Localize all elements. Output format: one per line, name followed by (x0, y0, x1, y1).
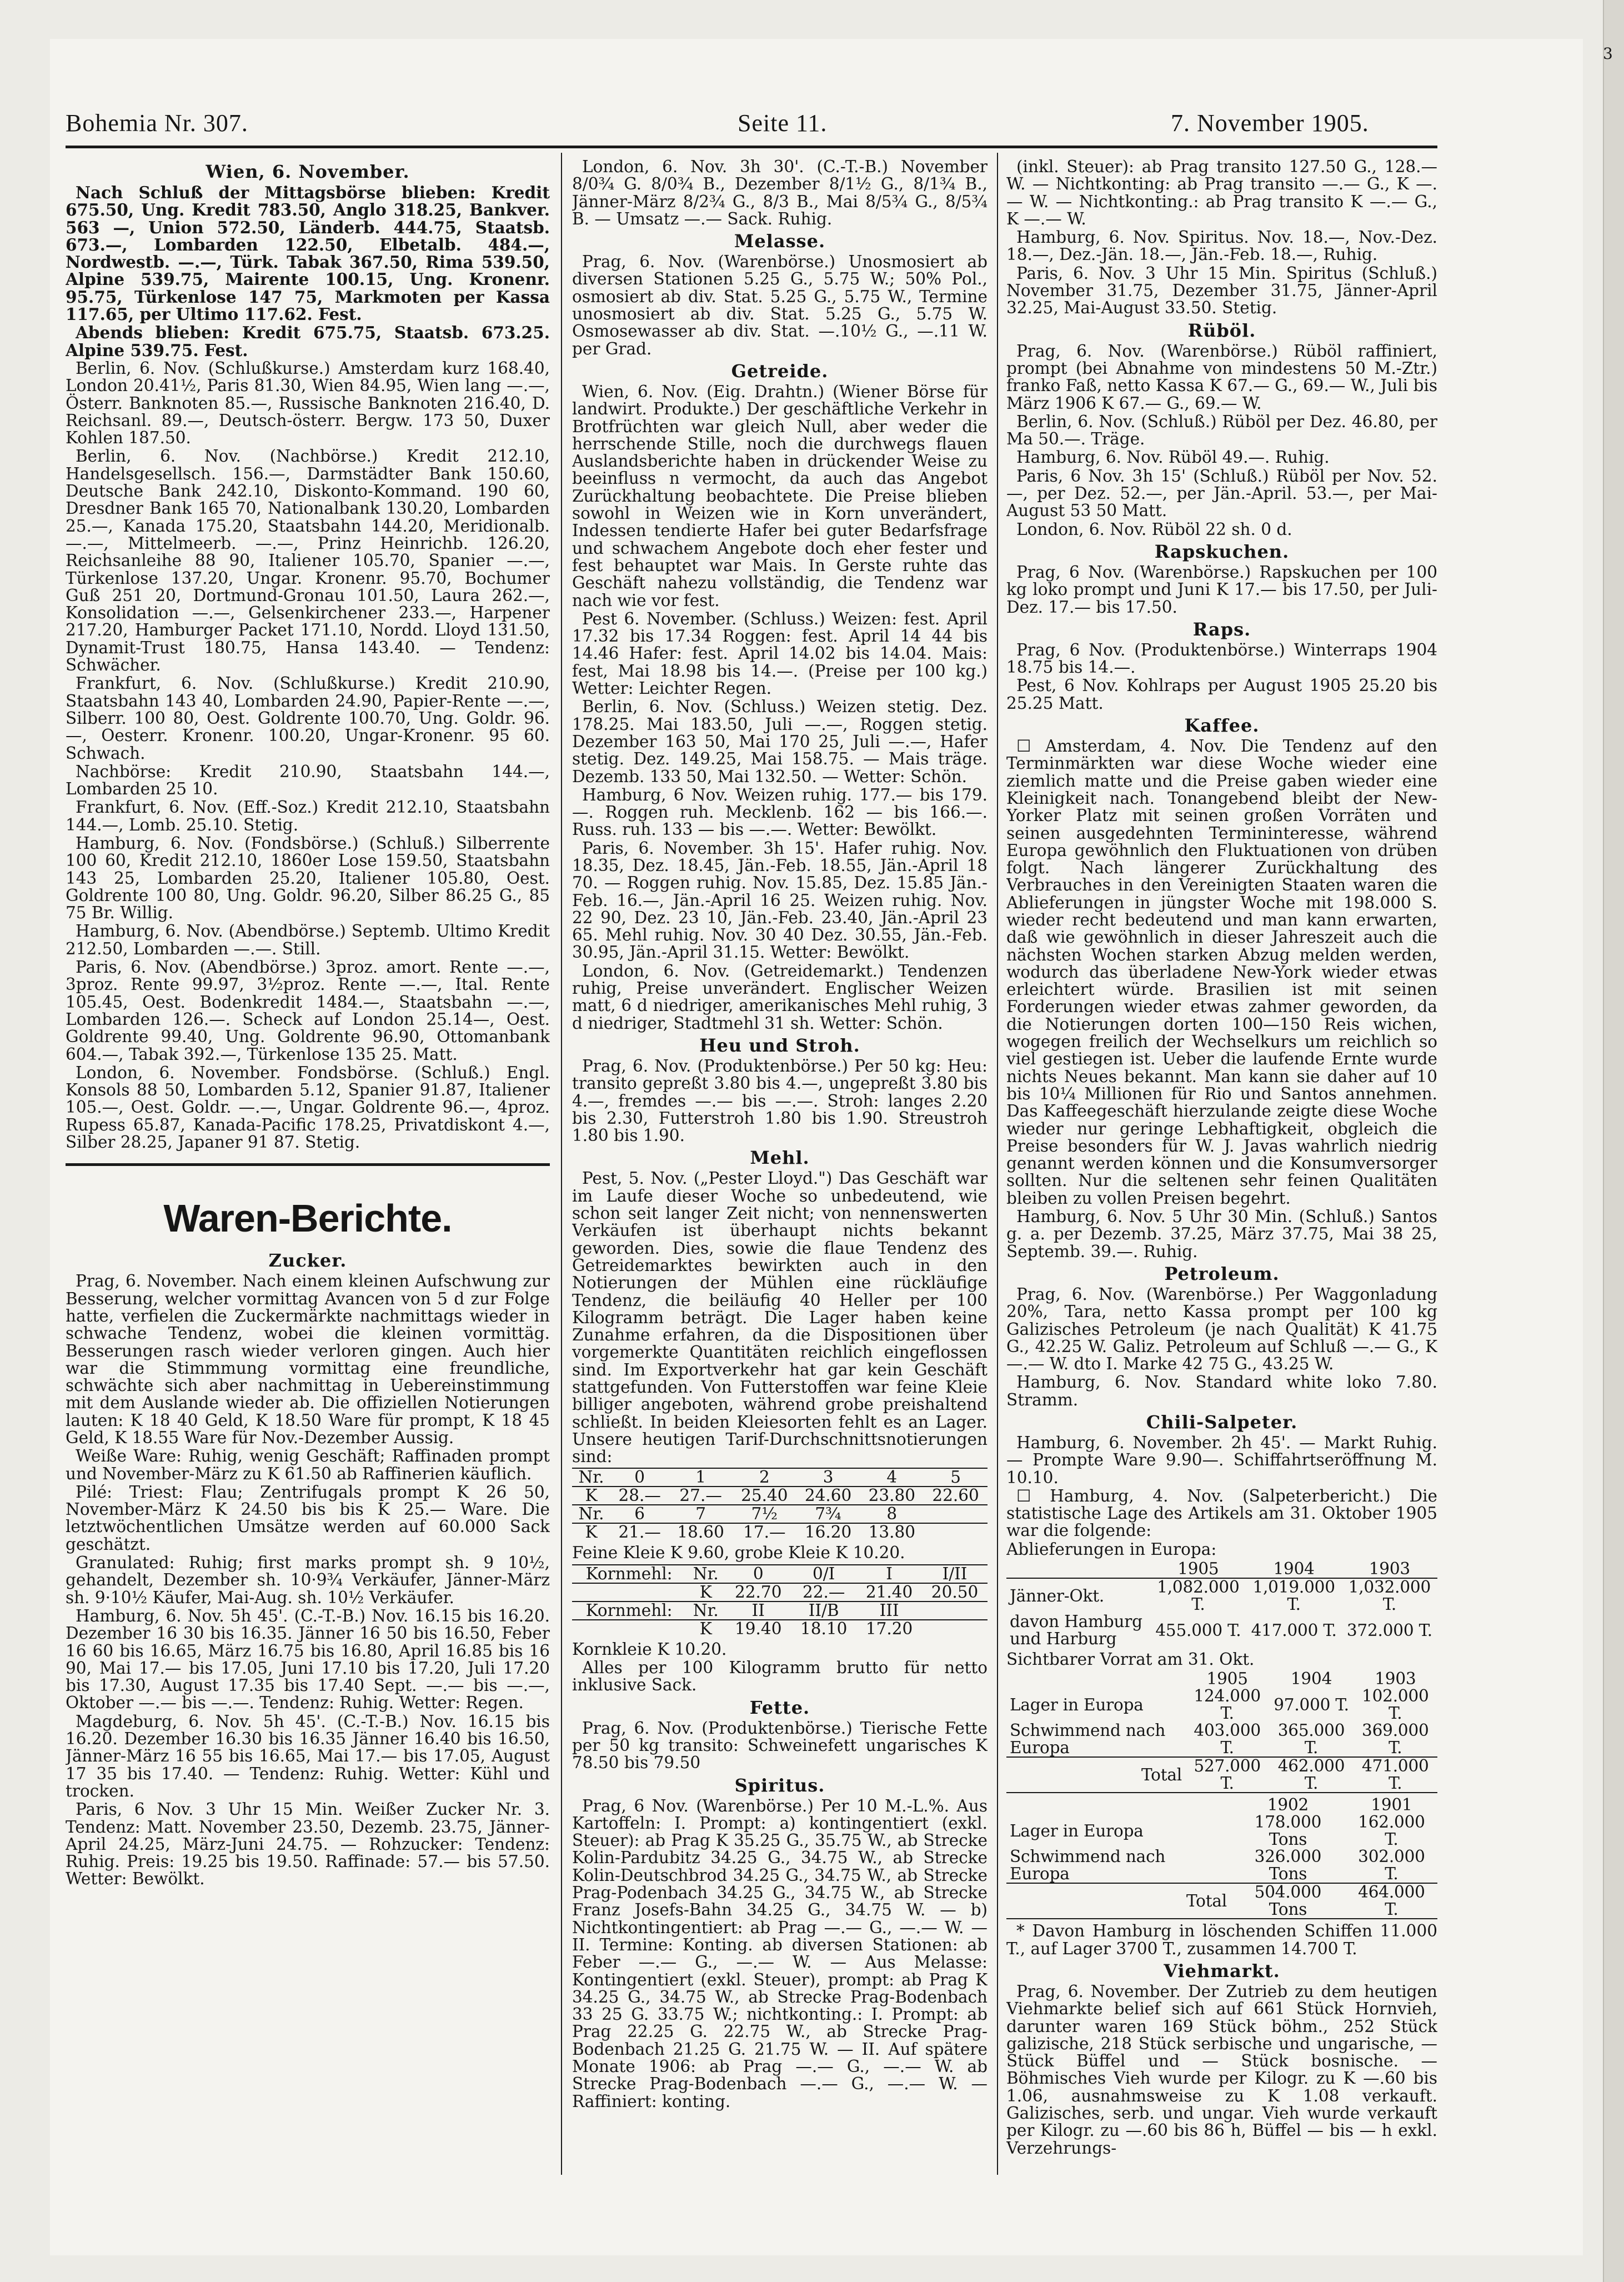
salpeter-footnote: * Davon Hamburg in löschenden Schiffen 11.000 T., auf Lager 3700 T., zusammen 14.700 T. (1006, 1921, 1437, 1958)
header-date: 7. November 1905. (1171, 109, 1369, 137)
table-cell: Lager in Europa (1010, 1821, 1144, 1840)
table-cell: 403.000 T. (1185, 1722, 1269, 1757)
getreide-wien: Wien, 6. Nov. (Eig. Drahtn.) (Wiener Börse für landwirt. Produkte.) Der geschäftliche Verkehr in Brotfrüchten war gleich Null, aber weder die herrschende Stille, noch die durchwegs flauen Auslandsberichte haben in drückender Weise zu beeinfluss n vermocht, da auch das Angebot Zurückhaltung beobachtete. Die Preise blieben sowohl in Weizen wie in Korn unverändert, Indessen tendierte Hafer bei guter Bedarfsfrage und schwachem Angebote doch eher fester und fest behauptet war Mais. In Gerste ruhte das Geschäft nahezu vollständig, die Tendenz war nach wie vor fest. (572, 382, 988, 610)
rueboel-london: London, 6. Nov. Rüböl 22 sh. 0 d. (1016, 519, 1292, 539)
margin-mark: 3 (1603, 44, 1613, 63)
table-header-cell: 1901 (1371, 1795, 1412, 1815)
table-cell: 1,019.000 T. (1246, 1578, 1341, 1613)
getreide-heading: Getreide. (731, 360, 829, 382)
table-header-cell: 1905 (1177, 1559, 1219, 1579)
table-cell: 326.000 Tons (1230, 1848, 1346, 1883)
rueboel-prag: Prag, 6. Nov. (Warenbörse.) Rüböl raffiniert, prompt (bei Abnahme von mindestens 50 M.-Ztr.) franko Faß, netto Kassa K 67.— G., 69.— W., Juli bis März 1906 K 67.— G., 69.— W. (1006, 341, 1437, 413)
table-cell: 28.— (618, 1486, 661, 1505)
zucker-weisse-ware: Weiße Ware: Ruhig, wenig Geschäft; Raffinaden prompt und November-März zu K 61.50 ab Raffinerien käuflich. (66, 1447, 550, 1483)
table-cell: 24.60 (804, 1486, 852, 1505)
table-cell: 3 (796, 1468, 860, 1487)
table-cell: 162.000 T. (1358, 1813, 1425, 1849)
table-cell: Jänner-Okt. (1006, 1578, 1150, 1613)
chili-salpeterbericht: ☐ Hamburg, 4. Nov. (Salpeterbericht.) Die statistische Lage des Artikels am 31. Oktober 1905 war die folgende: (1006, 1486, 1437, 1540)
table-cell: K (699, 1582, 712, 1602)
table-cell: Schwimmend nach Europa (1006, 1722, 1185, 1757)
getreide-berlin: Berlin, 6. Nov. (Schluss.) Weizen stetig. Dez. 178.25. Mai 183.50, Juli —.—, Roggen stetig. Dezember 163 50, Mai 170 25, Juli —.—, Hafer stetig. Dez. 149.25, Mai 158.75. — Mais träge. Dezemb. 133 50, Mai 132.50. — Wetter: Schön. (572, 697, 988, 786)
table-cell: 302.000 T. (1346, 1848, 1437, 1883)
zucker-hamburg: Hamburg, 6. Nov. 5h 45'. (C.-T.-B.) Nov. 16.15 bis 16.20. Dezember 16 30 bis 16.35. Jänner 16 50 bis 16.50, Feber 16 60 bis 16.65, März 16.75 bis 16.80, April 16.85 bis 16 90, Mai 17.— bis 17.05, Juni 17.10 bis 17.20, Juli 17.20 bis 17.30, August 17.35 bis 17.40 Sept. —.— bis —.—, Oktober —.— bis —.—. Tendenz: Ruhig. Wetter: Regen. (66, 1606, 550, 1713)
column-rule-1 (561, 153, 562, 2175)
petroleum-prag: Prag, 6. Nov. (Warenbörse.) Per Waggonladung 20%, Tara, netto Kassa prompt per 100 kg Galizisches Petroleum (je nach Qualität) K 41.75 G., 42.25 W. Galiz. Petroleum auf Schluß —.— G., K —.— W. dto I. Marke 42 75 G., 43.25 W. (1006, 1284, 1437, 1374)
table-cell: 27.— (679, 1486, 722, 1505)
frankfurt-effekten: Frankfurt, 6. Nov. (Eff.-Soz.) Kredit 212.10, Staatsbahn 144.—, Lomb. 25.10. Stetig. (66, 798, 550, 834)
table-cell: 372.000 T. (1346, 1620, 1432, 1640)
spiritus-hamburg: Hamburg, 6. Nov. Spiritus. Nov. 18.—, Nov.-Dez. 18.—, Dez.-Jän. 18.—, Jän.-Feb. 18.—, Ruhig. (1006, 228, 1437, 264)
table-cell: Kornmehl: (572, 1565, 686, 1583)
wien-mittagsboerse: Nach Schluß der Mittagsbörse blieben: Kredit 675.50, Ung. Kredit 783.50, Anglo 318.25, Bankver. 563 —, Union 572.50, Länderb. 444.75, Staatsb. 673.—, Lombarden 122.50, Elbetalb. 484.—, Nordwestb. —.—, Türk. Tabak 367.50, Rima 539.50, Alpine 539.75, Mairente 100.15, Ung. Kronenr. 95.75, Türkenlose 147 75, Markmoten per Kassa 117.65, per Ultimo 117.62. Fest. (66, 183, 550, 324)
table-header-cell: 1902 (1267, 1795, 1309, 1815)
table-cell: 124.000 T. (1194, 1687, 1261, 1723)
spiritus-heading: Spiritus. (734, 1774, 825, 1796)
mehl-pest: Pest, 5. Nov. („Pester Lloyd.") Das Geschäft war im Laufe dieser Woche so unbedeutend, wie schon seit langer Zeit nicht; von nennenswerten Verkäufen ist überhaupt nichts bekannt geworden. Dies, sowie die flaue Tendenz des Getreidemarktes bewirkten auch in den Notierungen der Mühlen eine rückläufige Tendenz, die beiläufig 40 Heller per 100 Kilogramm beträgt. Die Lager haben keine Zunahme erfahren, da die Dispositionen über vorgemerkte Quantitäten reichlich eingeflossen sind. Im Exportverkehr hat gar kein Geschäft stattgefunden. Von Futterstoffen war feine Kleie billiger angeboten, während grobe preishaltend schließt. In beiden Kleiesorten fehlt es an Lager. Unsere heutigen Tarif-Durchschnittsnotierungen sind: (572, 1169, 988, 1467)
melasse-heading: Melasse. (734, 231, 826, 252)
rueboel-paris: Paris, 6 Nov. 3h 15' (Schluß.) Rüböl per Nov. 52.—, per Dez. 52.—, per Jän.-April. 53.—, per Mai-August 53 50 Matt. (1006, 466, 1437, 521)
column-1 (66, 158, 550, 2180)
table-cell: 471.000 T. (1354, 1757, 1437, 1793)
mehl-price-table (572, 1468, 988, 1541)
zucker-granulated: Granulated: Ruhig; first marks prompt sh. 9 10½, gehandelt, Dezember sh. 10·9¾ Verkäufer, Jänner-März sh. 9·10½ Käufer, Mai-Aug. sh. 10½ Verkäufer. (66, 1553, 550, 1607)
table-cell: 22.60 (932, 1486, 979, 1505)
spiritus-paris: Paris, 6. Nov. 3 Uhr 15 Min. Spiritus (Schluß.) November 31.75, Dezember 31.75, Jänner-April 32.25, Mai-August 33.50. Stetig. (1006, 263, 1437, 318)
frankfurt-nachboerse: Nachbörse: Kredit 210.90, Staatsbahn 144.—, Lombarden 25 10. (66, 762, 550, 799)
hamburg-abendboerse: Hamburg, 6. Nov. (Abendbörse.) Septemb. Ultimo Kredit 212.50, Lombarden —.—. Still. (66, 922, 550, 958)
table-cell: 0 (725, 1565, 791, 1583)
frankfurt-schlusskurse: Frankfurt, 6. Nov. (Schlußkurse.) Kredit 210.90, Staatsbahn 143 40, Lombarden 24.90, Papier-Rente —.—, Silberr. 100 80, Oest. Goldrente 100.70, Ung. Goldr. 96.—, Oesterr. Kronenr. 100.20, Ungar-Kronenr. 95 60. Schwach. (66, 674, 550, 763)
table-cell: 20.50 (931, 1582, 979, 1602)
viehmarkt-prag: Prag, 6. November. Der Zutrieb zu dem heutigen Viehmarkte belief sich auf 661 Stück Hornvieh, darunter waren 169 Stück böhm., 252 Stück galizische, 218 Stück serbische und ungarische, — Stück Büffel und — Stück bosnische. — Böhmisches Vieh wurde per Kilogr. zu K —.60 bis 1.06, ausnahmsweise zu K 1.08 verkauft. Galizisches, serb. und ungar. Vieh wurde verkauft per Kilogr. zu —.60 bis 86 h, Büffel — bis — h exkl. Verzehrungs- (1006, 1981, 1437, 2158)
getreide-hamburg: Hamburg, 6 Nov. Weizen ruhig. 177.— bis 179.—. Roggen ruh. Mecklenb. 162 — bis 166.—. Russ. ruh. 133 — bis —.—. Wetter: Bewölkt. (572, 785, 988, 839)
table-cell: K (585, 1486, 598, 1505)
rueboel-hamburg: Hamburg, 6. Nov. Rüböl 49.—. Ruhig. (1016, 448, 1330, 467)
table-cell: 18.60 (677, 1523, 724, 1542)
kornkleie-line: Kornkleie K 10.20. (572, 1639, 727, 1659)
ablieferungen-table (1006, 1560, 1437, 1648)
table-cell: III (856, 1602, 922, 1620)
kaffee-hamburg: Hamburg, 6. Nov. 5 Uhr 30 Min. (Schluß.) Santos g. a. per Dezemb. 37.25, März 37.75, Mai 38 25, Septemb. 39.—. Ruhig. (1006, 1207, 1437, 1261)
zucker-london: London, 6. Nov. 3h 30'. (C.-T.-B.) November 8/0¾ G. 8/0¾ B., Dezember 8/1½ G., 8/1¾ B., Jänner-März 8/2¾ G., 8/3 B., Mai 8/5¾ G., 8/5¾ B. — Umsatz —.— Sack. Ruhig. (572, 158, 988, 228)
paris-abendboerse: Paris, 6. Nov. (Abendbörse.) 3proz. amort. Rente —.—, 3proz. Rente 99.97, 3½proz. Rente —.—, Ital. Rente 105.45, Oest. Bodenkredit 1484.—, Staatsbahn —.—, Lombarden 126.—. Scheck auf London 25.14—, Oest. Goldrente 99.40, Ung. Goldrente 96.90, Ottomanbank 604.—, Tabak 392.—, Türkenlose 135 25. Matt. (66, 958, 550, 1064)
table-cell: 1,082.000 T. (1150, 1578, 1246, 1613)
mehl-footnote: Alles per 100 Kilogramm brutto für netto inklusive Sack. (572, 1658, 988, 1695)
table-cell: II/B (791, 1602, 856, 1620)
chili-hamburg: Hamburg, 6. November. 2h 45'. — Markt Ruhig. — Prompte Ware 9.90—. Schiffahrtseröffnung M. 10.10. (1006, 1433, 1437, 1487)
rueboel-heading: Rüböl. (1187, 319, 1256, 341)
table-cell: 7½ (733, 1505, 796, 1523)
vorrat-table-1905 (1006, 1670, 1437, 1793)
table-cell: 21.40 (865, 1582, 913, 1602)
table-cell: Schwimmend nach Europa (1006, 1848, 1230, 1883)
table-cell: 17.— (743, 1523, 786, 1542)
wien-abendboerse: Abends blieben: Kredit 675.75, Staatsb. 673.25. Alpine 539.75. Fest. (66, 323, 550, 360)
petroleum-hamburg: Hamburg, 6. Nov. Standard white loko 7.80. Stramm. (1006, 1373, 1437, 1409)
fette-heading: Fette. (749, 1697, 810, 1718)
table-cell: 178.000 Tons (1254, 1813, 1322, 1849)
table-cell: 417.000 T. (1251, 1620, 1337, 1640)
table-header-cell: 1903 (1375, 1669, 1416, 1689)
spiritus-prag: Prag, 6 Nov. (Warenbörse.) Per 10 M.-L.%. Aus Kartoffeln: I. Prompt: a) kontingentiert (exkl. Steuer): ab Prag K 35.25 G., 35.75 W., ab Strecke Kolin-Pardubitz 34.25 G., 34.75 W., ab Strecke Kolin-Deutschbrod 34.25 G., 34.75 W., ab Strecke Prag-Podenbach 34.25 G., 34.75 W., ab Strecke Franz Josefs-Bahn 34.25 G., 34.75 W. — b) Nichtkontingentiert: ab Prag —.— G., —.— W. — II. Termine: Konting. ab diversen Stationen: ab Feber —.— G., —.— W. — Aus Melasse: Kontingentiert (exkl. Steuer), prompt: ab Prag K 34.25 G., 34.75 W., ab Strecke Prag-Bodenbach 33 25 G. 33.75 W.; nichtkonting.: I. Prompt: ab Prag 22.25 G. 22.75 W., ab Strecke Prag-Bodenbach 21.25 G. 21.75 W. — II. Auf spätere Monate 1906: ab Prag —.— G., —.— W. ab Strecke Prag-Bodenbach —.— G., —.— W. — Raffiniert: konting. (572, 1796, 988, 2111)
table-cell: K (585, 1523, 598, 1542)
table-cell: 7 (669, 1505, 733, 1523)
table-header-cell: 1903 (1369, 1559, 1410, 1579)
table-cell: 464.000 T. (1346, 1883, 1437, 1919)
zucker-prag: Prag, 6. November. Nach einem kleinen Aufschwung zur Besserung, welcher vormittag Avancen von 5 d zur Folge hatte, verfielen die Zuckermärkte nachmittags wieder in schwache Tendenz, wobei die kleinen vormittäg. Besserungen rasch wieder verloren gingen. Auch hier war die Stimmmung vormittag eine freundliche, schwächte sich aber nachmittag in Uebereinstimmung mit dem Auslande wieder ab. Die offiziellen Notierungen lauten: K 18 40 Geld, K 18.50 Ware für prompt, K 18 45 Geld, K 18.55 Ware für Nov.-Dezember Aussig. (66, 1272, 550, 1447)
table-cell: 455.000 T. (1155, 1620, 1241, 1640)
rueboel-berlin: Berlin, 6. Nov. (Schluß.) Rüböl per Dez. 46.80, per Ma 50.—. Träge. (1006, 412, 1437, 449)
table-cell: Lager in Europa (1010, 1695, 1144, 1714)
table-cell: Total (1006, 1883, 1230, 1919)
table-cell: 0 (610, 1468, 669, 1487)
table-cell: Total (1006, 1757, 1185, 1793)
berlin-nachboerse: Berlin, 6. Nov. (Nachbörse.) Kredit 212.10, Handelsgesellsch. 156.—, Darmstädter Bank 150.60, Deutsche Bank 242.10, Diskonto-Kommand. 190 60, Dresdner Bank 165 70, Nationalbank 130.20, Lombarden 25.—, Kanada 175.20, Staatsbahn 144.20, Meridionalb. —.—, Mittelmeerb. —.—, Prinz Heinrichb. 126.20, Reichsanleihe 88 90, Italiener 105.70, Spanier —.—, Türkenlose 137.20, Ungar. Kronenr. 95.70, Bochumer Guß 251 20, Dortmund-Gronau 101.50, Laura 262.—, Konsolidation —.—, Gelsenkirchener 233.—, Harpener 217.20, Hamburger Packet 171.10, Nordd. Lloyd 131.50, Dynamit-Trust 180.75, Hansa 143.40. — Tendenz: Schwächer. (66, 447, 550, 675)
table-cell: K (699, 1619, 712, 1638)
heu-stroh-prag: Prag, 6. Nov. (Produktenbörse.) Per 50 kg: Heu: transito gepreßt 3.80 bis 4.—, ungepreßt 3.80 bis 4.—, fremdes —.— bis —.—. Stroh: langes 2.20 bis 2.30, Futterstroh 1.80 bis 1.90. Streustroh 1.80 bis 1.90. (572, 1056, 988, 1145)
table-cell: 22.— (802, 1582, 845, 1602)
table-cell: 18.10 (800, 1619, 848, 1638)
wien-heading: Wien, 6. November. (205, 161, 410, 182)
petroleum-heading: Petroleum. (1164, 1263, 1280, 1284)
vorrat-table-1902 (1006, 1796, 1437, 1919)
kleie-line: Feine Kleie K 9.60, grobe Kleie K 10.20. (572, 1543, 905, 1563)
table-header-cell: 1904 (1273, 1559, 1315, 1579)
raps-pest: Pest, 6 Nov. Kohlraps per August 1905 25.20 bis 25.25 Matt. (1006, 676, 1437, 713)
raps-heading: Raps. (1192, 618, 1251, 640)
table-cell: 5 (924, 1468, 988, 1487)
zucker-pile: Pilé: Triest: Flau; Zentrifugals prompt K 26 50, November-März K 24.50 bis bis K 25.— Ware. Die letztwöchentlichen Umsätze werden auf 60.000 Sack geschätzt. (66, 1482, 550, 1554)
fette-prag: Prag, 6. Nov. (Produktenbörse.) Tierische Fette per 50 kg transito: Schweinefett ungarisches K 78.50 bis 79.50 (572, 1718, 988, 1773)
table-cell: 16.20 (804, 1523, 852, 1542)
table-cell: 369.000 T. (1354, 1722, 1437, 1757)
header-page-number: Seite 11. (738, 109, 828, 137)
getreide-pest: Pest 6. November. (Schluss.) Weizen: fest. April 17.32 bis 17.34 Roggen: fest. April 14 44 bis 14.46 Hafer: fest. April 14.02 bis 14.04. Mais: fest, Mai 18.98 bis 14.—. (Preise per 100 kg.) Wetter: Leichter Regen. (572, 609, 988, 698)
getreide-london: London, 6. Nov. (Getreidemarkt.) Tendenzen ruhig, Preise unverändert. Englischer Weizen matt, 6 d niedriger, amerikanisches Mehl ruhig, 3 d niedriger, Stadtmehl 31 sh. Wetter: Schön. (572, 961, 988, 1033)
kaffee-heading: Kaffee. (1184, 715, 1260, 737)
header-publication: Bohemia Nr. 307. (66, 109, 248, 137)
table-cell: 504.000 Tons (1230, 1883, 1346, 1919)
table-cell: I/II (922, 1565, 988, 1583)
getreide-paris: Paris, 6. November. 3h 15'. Hafer ruhig. Nov. 18.35, Dez. 18.45, Jän.-Feb. 18.55, Jän.-April 18 70. — Roggen ruhig. Nov. 15.85, Dez. 15.85 Jän.-Feb. 16.—, Jän.-April 16 25. Weizen ruhig. Nov. 22 90, Dez. 23 10, Jän.-Feb. 23.40, Jän.-April 23 65. Mehl ruhig. Nov. 30 40 Dez. 30.55, Jän.-Feb. 30.95, Jän.-April 31.15. Wetter: Bewölkt. (572, 838, 988, 962)
table-cell: 22.70 (735, 1582, 782, 1602)
raps-prag: Prag, 6 Nov. (Produktenbörse.) Winterraps 1904 18.75 bis 14.—. (1006, 640, 1437, 677)
table-cell: Nr. (686, 1602, 725, 1620)
header-rule (66, 146, 1437, 148)
column-2 (572, 158, 988, 2180)
london-fondsboerse: London, 6. November. Fondsbörse. (Schluß.) Engl. Konsols 88 50, Lombarden 5.12, Spanier 91.87, Italiener 105.—, Oest. Goldr. —.—, Ungar. Goldrente 96.—, 4proz. Rupess 65.87, Kanada-Pacific 178.25, Privatdiskont 4.—, Silber 28.25, Japaner 91 87. Stetig. (66, 1063, 550, 1152)
viehmarkt-heading: Viehmarkt. (1164, 1960, 1280, 1981)
vorrat-caption: Sichtbarer Vorrat am 31. Okt. (1006, 1650, 1255, 1669)
table-header-cell: 1905 (1206, 1669, 1248, 1689)
table-cell: 0/I (791, 1565, 856, 1583)
table-cell: 365.000 T. (1269, 1722, 1353, 1757)
heu-stroh-heading: Heu und Stroh. (699, 1034, 860, 1056)
table-cell: Kornmehl: (572, 1602, 686, 1620)
table-cell: 17.20 (865, 1619, 913, 1638)
column-rule-2 (997, 153, 998, 2175)
spiritus-raffiniert: (inkl. Steuer): ab Prag transito 127.50 G., 128.— W. — Nichtkonting: ab Prag transito —.— G., K —.— W. — Nichtkonting.: ab Prag transito K —.— G., K —.— W. (1006, 158, 1437, 228)
table-cell: Nr. (686, 1565, 725, 1583)
ablieferungen-caption: Ablieferungen in Europa: (1006, 1539, 1217, 1559)
rapskuchen-heading: Rapskuchen. (1154, 541, 1290, 562)
page-edge (1603, 0, 1624, 2282)
zucker-magdeburg: Magdeburg, 6. Nov. 5h 45'. (C.-T.-B.) Nov. 16.15 bis 16.20. Dezember 16.30 bis 16.35 Jänner 16.40 bis 16.50, Jänner-März 16 55 bis 16.65, Mai 17.— bis 17.05, August 17 35 bis 17.40. — Tendenz: Ruhig. Wetter: Kühl und trocken. (66, 1712, 550, 1800)
mehl-heading: Mehl. (750, 1147, 810, 1169)
table-cell: 13.80 (868, 1523, 916, 1542)
table-cell: 19.40 (735, 1619, 782, 1638)
melasse-prag: Prag, 6. Nov. (Warenbörse.) Unosmosiert ab diversen Stationen 5.25 G., 5.75 W.; 50% Pol., osmosiert ab div. Stat. 5.25 G., 5.75 W., Termine unosmosiert ab div. Stat. 5.25 G., 5.75 W. Osmosewasser ab div. Stat. —.10½ G., —.11 W. per Grad. (572, 252, 988, 358)
table-cell: 97.000 T. (1274, 1695, 1349, 1714)
table-cell: I (856, 1565, 922, 1583)
table-cell: 23.80 (868, 1486, 916, 1505)
table-cell: 21.— (618, 1523, 661, 1542)
section-rule (66, 1163, 550, 1166)
table-cell: Nr. (572, 1468, 610, 1487)
table-cell: davon Hamburg und Harburg (1010, 1612, 1142, 1649)
table-cell: 1,032.000 T. (1342, 1578, 1437, 1613)
table-cell: 4 (860, 1468, 924, 1487)
zucker-heading: Zucker. (268, 1250, 347, 1272)
table-cell: 527.000 T. (1185, 1757, 1269, 1793)
table-cell: 1 (669, 1468, 733, 1487)
hamburg-fondsboerse: Hamburg, 6. Nov. (Fondsbörse.) (Schluß.) Silberrente 100 60, Kredit 212.10, 1860er Lose 159.50, Staatsbahn 143 25, Lombarden 25.20, Italiener 105.80, Oest. Goldrente 100 80, Ung. Goldr. 96.20, Silber 86.25 G., 85 75 Br. Willig. (66, 833, 550, 923)
berlin-schlusskurse: Berlin, 6. Nov. (Schlußkurse.) Amsterdam kurz 168.40, London 20.41½, Paris 81.30, Wien 84.95, Wien lang —.—, Österr. Banknoten 85.—, Russische Banknoten 216.40, D. Reichsanl. 89.—, Deutsch-österr. Bergw. 173 50, Duxer Kohlen 187.50. (66, 358, 550, 448)
table-cell: 462.000 T. (1269, 1757, 1353, 1793)
waren-berichte-title: Waren-Berichte. (163, 1197, 452, 1240)
table-cell: Nr. (572, 1505, 610, 1523)
table-cell: II (725, 1602, 791, 1620)
table-cell: 7¾ (796, 1505, 860, 1523)
chili-salpeter-heading: Chili-Salpeter. (1146, 1412, 1298, 1433)
zucker-paris: Paris, 6 Nov. 3 Uhr 15 Min. Weißer Zucker Nr. 3. Tendenz: Matt. November 23.50, Dezemb. 23.75, Jänner-April 24.25, März-Juni 24.75. — Rohzucker: Tendenz: Ruhig. Preis: 19.25 bis 19.50. Raffinade: 57.— bis 57.50. Wetter: Bewölkt. (66, 1800, 550, 1889)
table-cell: 2 (733, 1468, 796, 1487)
page-header (66, 109, 1437, 144)
rapskuchen-prag: Prag, 6 Nov. (Warenbörse.) Rapskuchen per 100 kg loko prompt und Juni K 17.— bis 17.50, per Juli-Dez. 17.— bis 17.50. (1006, 562, 1437, 617)
table-cell: 6 (610, 1505, 669, 1523)
kornmehl-table-1 (572, 1564, 988, 1638)
kaffee-amsterdam: ☐ Amsterdam, 4. Nov. Die Tendenz auf den Terminmärkten war diese Woche wieder eine ziemlich matte und die Preise gaben wieder eine Kleinigkeit nach. Tonangebend bleibt der New-Yorker Platz mit seinen großen Vorräten und seinen ausgedehnten Termininteresse, während Europa gewöhnlich den Fluktuationen von drüben folgt. Nach längerer Zurückhaltung des Verbrauches in den Vereinigten Staaten waren die Ablieferungen in jüngster Woche mit 198.000 S. wieder recht bedeutend und man kann erwarten, daß wie gewöhnlich in dieser Jahreszeit auch die nächsten Wochen starken Abzug melden werden, wodurch das überladene New-York wieder etwas erleichtert würde. Brasilien ist mit seinen Forderungen wieder etwas zahmer geworden, da die Notierungen dorten 100—150 Reis wichen, wogegen freilich der Wechselkurs um reichlich so viel gestiegen ist. Ueber die laufende Ernte wurde nichts Neues bekannt. Man kann sie daher auf 10 bis 10¼ Millionen für Rio und Santos annehmen. Das Kaffeegeschäft hierzulande zeigte diese Woche wieder nur geringe Lebhaftigkeit, obgleich die Preise besonders für W. J. Javas wahrlich niedrig genannt werden können und die Konsumversorger sollten. Nur die seltenen sehr feinen Qualitäten bleiben zu vollen Preisen begehrt. (1006, 737, 1437, 1208)
table-header-cell: 1904 (1290, 1669, 1332, 1689)
column-3 (1006, 158, 1437, 2180)
table-cell: 102.000 T. (1362, 1687, 1429, 1723)
table-cell: 25.40 (741, 1486, 788, 1505)
table-cell: 8 (860, 1505, 924, 1523)
